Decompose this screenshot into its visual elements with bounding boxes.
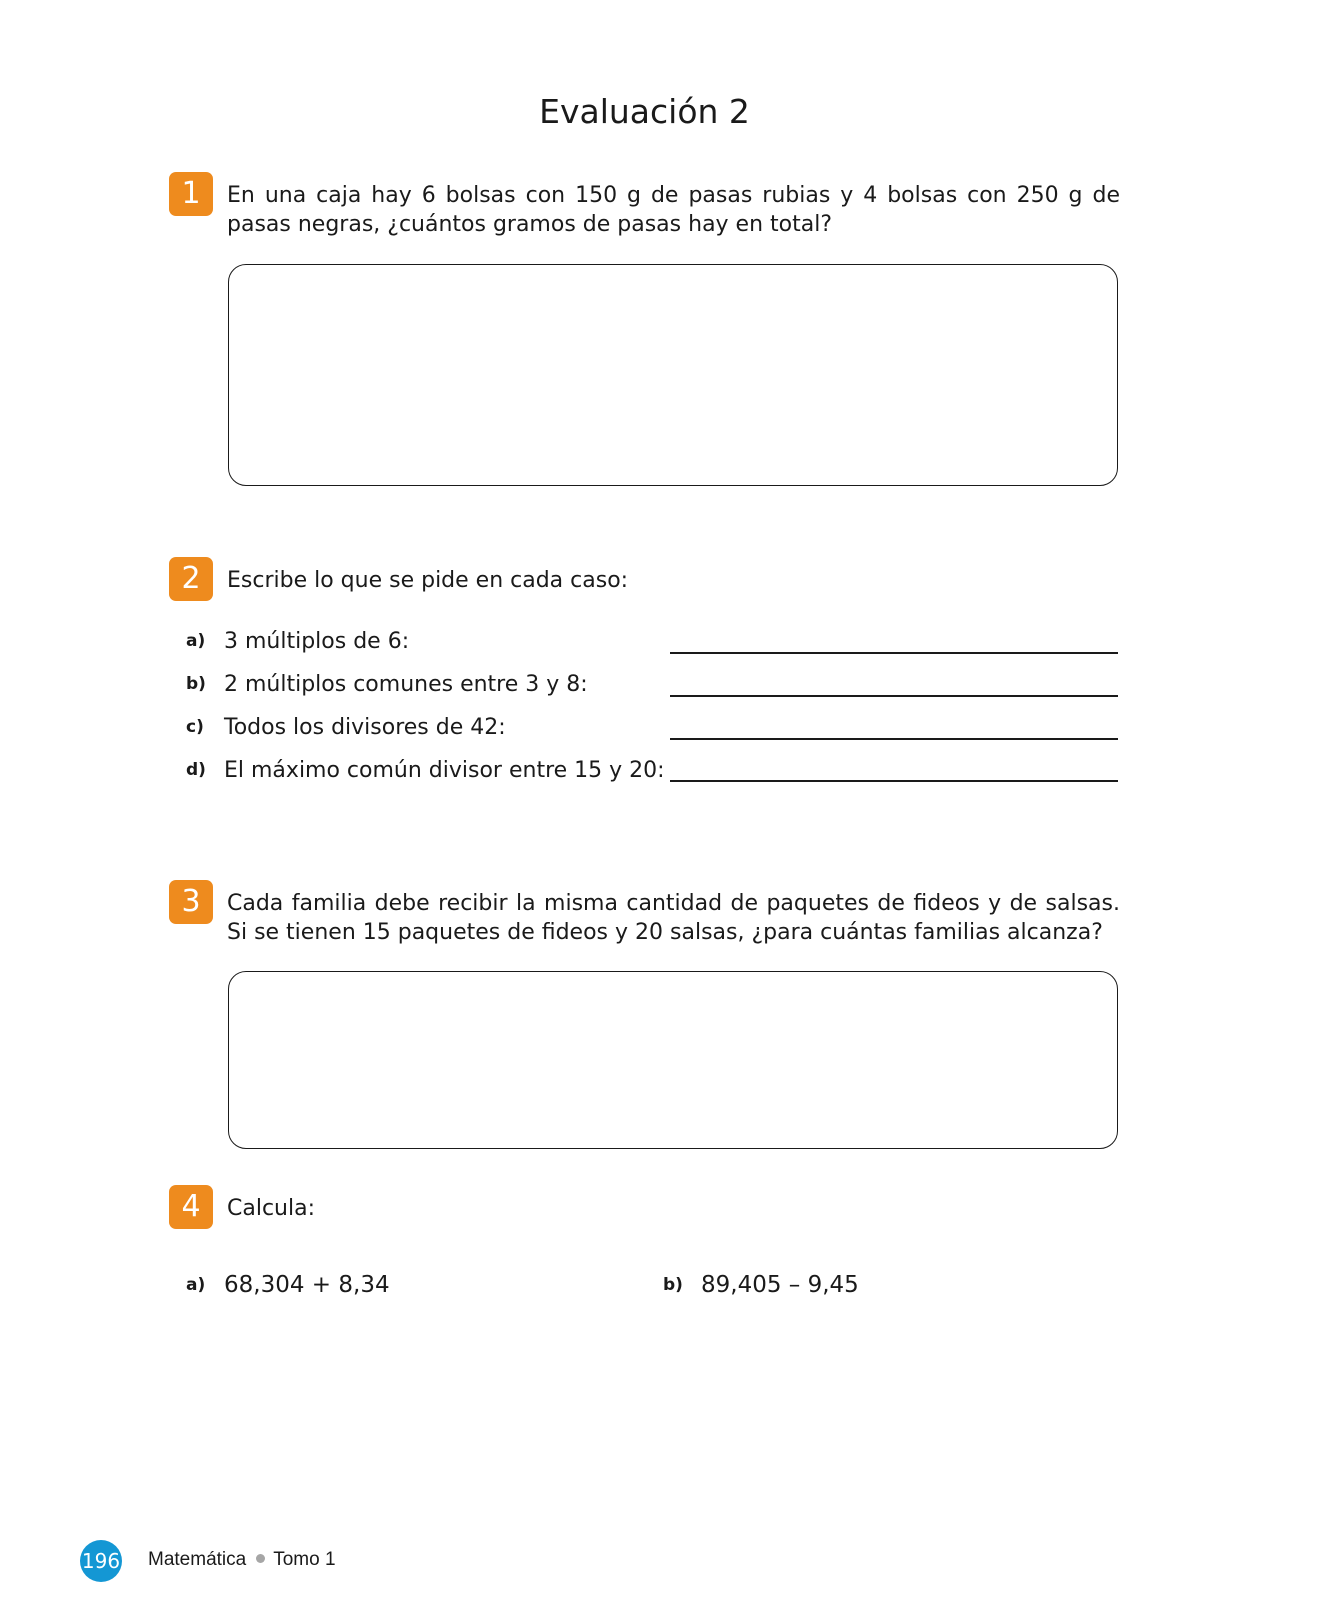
item-text: El máximo común divisor entre 15 y 20: bbox=[224, 758, 665, 783]
item-text: 2 múltiplos comunes entre 3 y 8: bbox=[224, 672, 588, 697]
question-2-answer-line-d[interactable] bbox=[670, 780, 1118, 782]
item-letter: b) bbox=[663, 1275, 683, 1295]
item-text: 3 múltiplos de 6: bbox=[224, 629, 410, 654]
question-2-text: Escribe lo que se pide en cada caso: bbox=[227, 568, 629, 593]
item-letter: c) bbox=[186, 717, 204, 737]
footer-subject: Matemática bbox=[148, 1549, 247, 1570]
question-4-text: Calcula: bbox=[227, 1196, 315, 1221]
question-1-number-badge: 1 bbox=[169, 172, 213, 216]
footer-volume: Tomo 1 bbox=[273, 1549, 336, 1570]
page-title: Evaluación 2 bbox=[539, 92, 750, 131]
question-2-answer-line-a[interactable] bbox=[670, 652, 1118, 654]
question-2-answer-line-b[interactable] bbox=[670, 695, 1118, 697]
question-2-number-badge: 2 bbox=[169, 557, 213, 601]
footer-separator-dot bbox=[256, 1554, 265, 1563]
question-1-text: En una caja hay 6 bolsas con 150 g de pasas rubias y 4 bolsas con 250 g de pasas negras, ¿cuántos gramos de pasas hay en total? bbox=[227, 183, 1120, 237]
question-2-answer-line-c[interactable] bbox=[670, 738, 1118, 740]
item-text: 89,405 – 9,45 bbox=[701, 1272, 859, 1298]
item-letter: a) bbox=[186, 1275, 206, 1295]
item-text: 68,304 + 8,34 bbox=[224, 1272, 390, 1298]
item-letter: a) bbox=[186, 631, 206, 651]
item-letter: b) bbox=[186, 674, 206, 694]
question-4-number-badge: 4 bbox=[169, 1185, 213, 1229]
item-letter: d) bbox=[186, 760, 206, 780]
item-text: Todos los divisores de 42: bbox=[224, 715, 506, 740]
question-3-text: Cada familia debe recibir la misma cantidad de paquetes de fideos y de salsas. Si se tienen 15 paquetes de fideos y 20 salsas, ¿para cuántas familias alcanza? bbox=[227, 891, 1120, 945]
question-3-number-badge: 3 bbox=[169, 880, 213, 924]
page-number-badge: 196 bbox=[80, 1540, 122, 1582]
question-1-answer-box[interactable] bbox=[228, 264, 1118, 486]
footer-book-info bbox=[148, 1549, 336, 1571]
question-3-answer-box[interactable] bbox=[228, 971, 1118, 1149]
